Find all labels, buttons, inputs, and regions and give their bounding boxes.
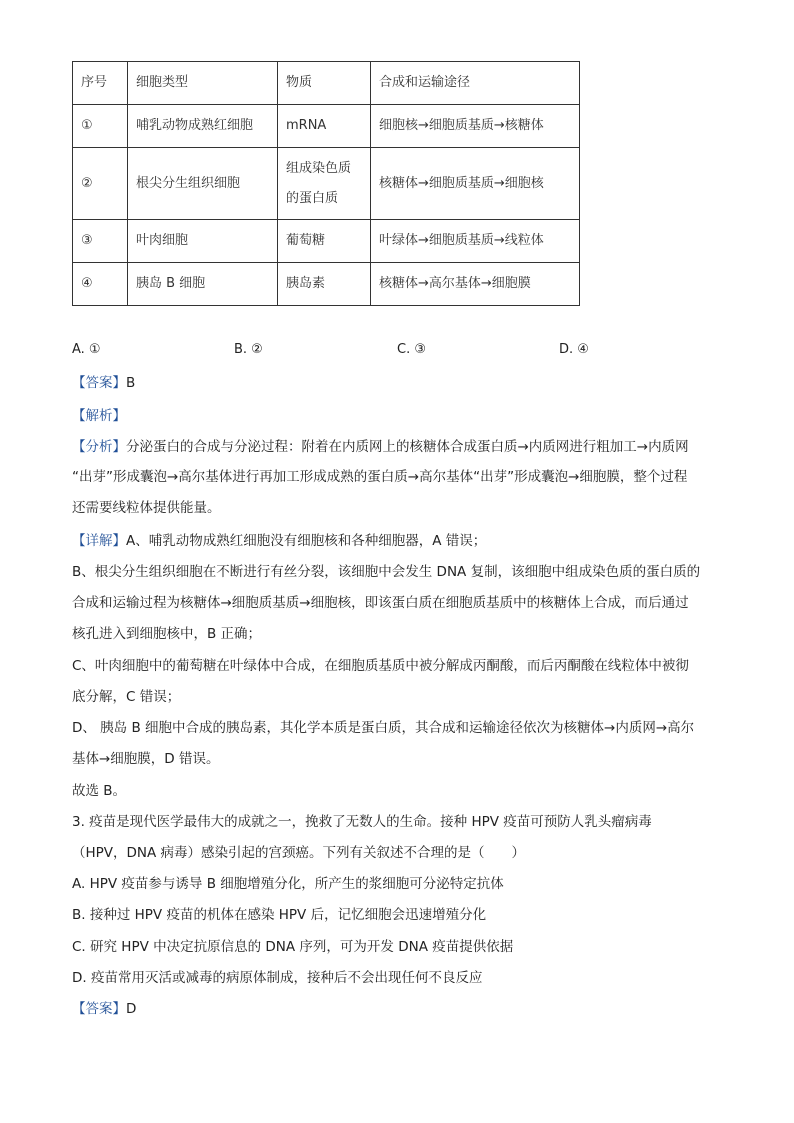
answer-line [72,372,135,394]
fenxi-line [72,436,689,458]
table-header-row [73,62,580,105]
question-option: D. 疫苗常用灭活或减毒的病原体制成，接种后不会出现任何不良反应 [72,970,483,986]
question-option: A. HPV 疫苗参与诱导 B 细胞增殖分化，所产生的浆细胞可分泌特定抗体 [72,876,504,892]
xiangjie-line: 故选 B。 [72,783,127,799]
row-substance: mRNA [278,105,371,148]
answer-value: B [126,375,136,391]
question-option: B. 接种过 HPV 疫苗的机体在感染 HPV 后，记忆细胞会迅速增殖分化 [72,907,487,923]
row-number: ① [73,105,128,148]
row-substance: 胰岛素 [278,263,371,306]
question-stem: （HPV，DNA 病毒）感染引起的宫颈癌。下列有关叙述不合理的是（ ） [72,845,526,861]
answer-tag: 【答案】 [72,1001,126,1017]
option-c: C. ③ [397,342,426,357]
table-row [73,263,580,306]
row-substance [278,148,371,220]
row-cell-type: 胰岛 B 细胞 [128,263,278,306]
row-substance-line: 组成染色质 [286,160,352,176]
fenxi-line: “出芽”形成囊泡→高尔基体进行再加工形成成熟的蛋白质→高尔基体“出芽”形成囊泡→细胞膜，整个过程 [72,469,688,485]
option-a: A. ① [72,342,101,357]
row-substance-line: 的蛋白质 [286,190,339,206]
row-pathway: 核糖体→高尔基体→细胞膜 [371,263,580,306]
question-option: C. 研究 HPV 中决定抗原信息的 DNA 序列，可为开发 DNA 疫苗提供依据 [72,939,514,955]
table-row [73,105,580,148]
header-cell-type: 细胞类型 [128,62,278,105]
xiangjie-line: 底分解，C 错误； [72,689,181,705]
xiangjie-line: C、叶肉细胞中的葡萄糖在叶绿体中合成，在细胞质基质中被分解成丙酮酸，而后丙酮酸在线粒体中被彻 [72,658,689,674]
analysis-tag: 【解析】 [72,408,126,424]
table-row [73,148,580,220]
xiangjie-text: A、哺乳动物成熟红细胞没有细胞核和各种细胞器，A 错误； [126,533,487,549]
row-pathway: 核糖体→细胞质基质→细胞核 [371,148,580,220]
xiangjie-line [72,530,486,552]
row-cell-type: 根尖分生组织细胞 [128,148,278,220]
row-pathway: 叶绿体→细胞质基质→线粒体 [371,220,580,263]
row-number: ③ [73,220,128,263]
answer-line [72,998,136,1020]
fenxi-line: 还需要线粒体提供能量。 [72,500,221,516]
xiangjie-line: B、根尖分生组织细胞在不断进行有丝分裂，该细胞中会发生 DNA 复制，该细胞中组成染色质的蛋白质的 [72,564,701,580]
xiangjie-line: 基体→细胞膜，D 错误。 [72,751,220,767]
fenxi-tag: 【分析】 [72,439,126,455]
table-row [73,220,580,263]
row-number: ② [73,148,128,220]
analysis-heading [72,405,126,427]
question-stem: 3. 疫苗是现代医学最伟大的成就之一，挽救了无数人的生命。接种 HPV 疫苗可预防人乳头瘤病毒 [72,814,652,830]
fenxi-text: 分泌蛋白的合成与分泌过程：附着在内质网上的核糖体合成蛋白质→内质网进行粗加工→内质网 [126,439,689,455]
row-pathway: 细胞核→细胞质基质→核糖体 [371,105,580,148]
option-d: D. ④ [559,342,589,357]
xiangjie-tag: 【详解】 [72,533,126,549]
row-cell-type: 叶肉细胞 [128,220,278,263]
answer-options [72,342,752,364]
xiangjie-line: 合成和运输过程为核糖体→细胞质基质→细胞核，即该蛋白质在细胞质基质中的核糖体上合成，而后通过 [72,595,689,611]
row-substance: 葡萄糖 [278,220,371,263]
option-b: B. ② [234,342,263,357]
xiangjie-line: 核孔进入到细胞核中，B 正确； [72,626,262,642]
row-cell-type: 哺乳动物成熟红细胞 [128,105,278,148]
header-number: 序号 [73,62,128,105]
row-number: ④ [73,263,128,306]
cell-table [72,61,580,306]
xiangjie-line: D、 胰岛 B 细胞中合成的胰岛素，其化学本质是蛋白质，其合成和运输途径依次为核糖体→内质网→高尔 [72,720,695,736]
answer-value: D [126,1001,137,1017]
header-substance: 物质 [278,62,371,105]
header-pathway: 合成和运输途径 [371,62,580,105]
answer-tag: 【答案】 [72,375,126,391]
